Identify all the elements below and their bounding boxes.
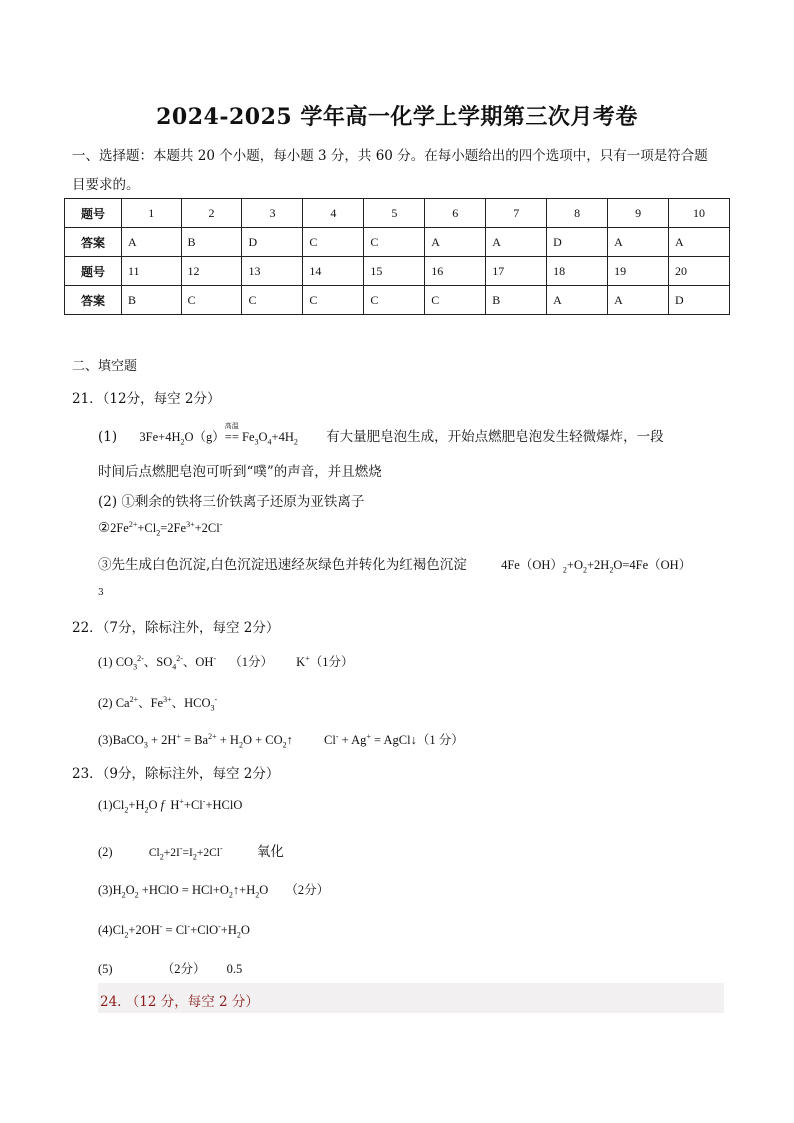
table-cell: C	[425, 286, 486, 315]
table-cell: 6	[425, 199, 486, 228]
table-cell: 16	[425, 257, 486, 286]
table-cell: B	[122, 286, 182, 315]
row-header: 答案	[65, 228, 122, 257]
table-cell: 1	[122, 199, 182, 228]
score-note: （1分）	[309, 655, 354, 669]
table-cell: C	[364, 228, 425, 257]
section1-intro	[72, 142, 732, 200]
row-header: 答案	[65, 286, 122, 315]
section1-intro-line1: 一、选择题：本题共 20 个小题，每小题 3 分，共 60 分。在每小题给出的四个选项中，只有一项是符合题	[72, 148, 708, 164]
table-cell: A	[608, 228, 669, 257]
q21-head: 21．（12分，每空 2分）	[72, 391, 221, 407]
page-title: 2024-2025 学年高一化学上学期第三次月考卷	[156, 104, 638, 130]
q21-p1-text: 有大量肥皂泡生成，开始点燃肥皂泡发生轻微爆炸，一段	[326, 429, 664, 445]
table-cell: 7	[486, 199, 547, 228]
table-cell: 14	[303, 257, 364, 286]
table-row	[65, 228, 730, 257]
table-cell: D	[547, 228, 608, 257]
q21-p2-c-text: ③先生成白色沉淀,白色沉淀迅速经灰绿色并转化为红褐色沉淀	[98, 557, 467, 573]
table-cell: C	[242, 286, 303, 315]
table-row	[65, 257, 730, 286]
score-note: （2分）	[285, 883, 330, 897]
circle-number: ②	[98, 520, 111, 537]
table-cell: 15	[364, 257, 425, 286]
table-row	[65, 286, 730, 315]
q21-p2-label: (2)	[98, 494, 118, 510]
q22-p1: (1) $CO_3^{2-}$、$SO_4^{2-}$、OH- （1分） K+（1分）	[98, 653, 354, 672]
table-cell: 4	[303, 199, 364, 228]
table-cell: 3	[242, 199, 303, 228]
table-cell: C	[303, 286, 364, 315]
q22-head: 22．（7分，除标注外，每空 2分）	[72, 620, 280, 636]
q23-p4: $(4)Cl_2+2OH^- = Cl^-+ClO^-+H_2O$	[98, 922, 250, 940]
q21-p2	[98, 490, 364, 510]
q22-p2: (2) $Ca^{2+}$、$Fe^{3+}$、$HCO_3^-$	[98, 694, 218, 713]
table-cell: 5	[364, 199, 425, 228]
table-cell: 12	[181, 257, 242, 286]
q21-p2-a: ①剩余的铁将三价铁离子还原为亚铁离子	[121, 494, 365, 510]
q21-p2-c-wrap: 3	[98, 588, 104, 598]
score-note: （2分）	[161, 962, 206, 976]
table-cell: C	[181, 286, 242, 315]
table-cell: 17	[486, 257, 547, 286]
score-note: （1分）	[229, 655, 274, 669]
table-cell: A	[486, 228, 547, 257]
table-cell: B	[181, 228, 242, 257]
q21-p1-text2: 时间后点燃肥皂泡可听到“噗”的声音，并且燃烧	[98, 464, 382, 480]
q23-p2-label: (2)	[98, 845, 113, 859]
table-cell: A	[608, 286, 669, 315]
q23-p3: $(3)H_2O_2$ +HClO = $HCl+O_2↑+H_2O$ （2分）	[98, 883, 330, 900]
q21-p1	[98, 422, 664, 447]
table-cell: 9	[608, 199, 669, 228]
q21-p2-b: $②2Fe^{2+}+Cl_2=2Fe^{3+}+2Cl^-$	[98, 520, 223, 538]
table-cell: A	[669, 228, 730, 257]
q23-p2-word: 氧化	[256, 844, 284, 860]
row-header: 题号	[65, 257, 122, 286]
table-cell: 8	[547, 199, 608, 228]
table-row	[65, 199, 730, 228]
table-cell: D	[242, 228, 303, 257]
q23-p5-value: 0.5	[226, 962, 243, 976]
answer-table	[64, 198, 730, 315]
table-cell: D	[669, 286, 730, 315]
table-cell: C	[303, 228, 364, 257]
q21-p1-equation: $3Fe+4H_2O(g)$ 高温 == $Fe_3O_4+4H_2$	[139, 422, 298, 447]
table-cell: 11	[122, 257, 182, 286]
equation-part: Fe	[242, 430, 255, 444]
q22-p3: (3)BaCO$_3$ + $2H^+ = Ba^{2+} + H_2O$ + $CO_2↑$ Cl- + Ag+ = AgCl↓（1 分）	[98, 731, 464, 750]
q23-p5-label: (5)	[98, 962, 113, 976]
row-header: 题号	[65, 199, 122, 228]
table-cell: 20	[669, 257, 730, 286]
q23-p1: $(1)Cl_2+H_2O$ f H++Cl-+HClO	[98, 797, 243, 815]
table-cell: B	[486, 286, 547, 315]
q21-p2-c: ③先生成白色沉淀,白色沉淀迅速经灰绿色并转化为红褐色沉淀 $4Fe(OH)_2+O_2+2H_2O=4Fe(OH)$	[98, 557, 692, 575]
equation-condition: 高温	[224, 422, 239, 430]
q23-head: 23．（9分，除标注外，每空 2分）	[72, 766, 280, 782]
q21-p1-label: (1)	[98, 429, 118, 445]
table-cell: 10	[669, 199, 730, 228]
table-cell: 13	[242, 257, 303, 286]
equation-arrow: 高温 ==	[224, 422, 239, 444]
q23-p2: (2) $Cl_2+2I^-=I_2+2Cl^-$ 氧化	[98, 844, 284, 862]
table-cell: 18	[547, 257, 608, 286]
table-cell: A	[547, 286, 608, 315]
q24-head: 24. （12 分，每空 2 分）	[100, 994, 259, 1010]
table-cell: C	[364, 286, 425, 315]
table-cell: A	[425, 228, 486, 257]
section1-intro-line2: 目要求的。	[72, 177, 140, 193]
table-cell: A	[122, 228, 182, 257]
score-note: （1 分）	[416, 733, 464, 747]
section2-heading: 二、填空题	[72, 359, 138, 374]
equation-part: 3Fe+4H	[139, 430, 181, 444]
q23-p5	[98, 959, 242, 977]
table-cell: 2	[181, 199, 242, 228]
table-cell: 19	[608, 257, 669, 286]
